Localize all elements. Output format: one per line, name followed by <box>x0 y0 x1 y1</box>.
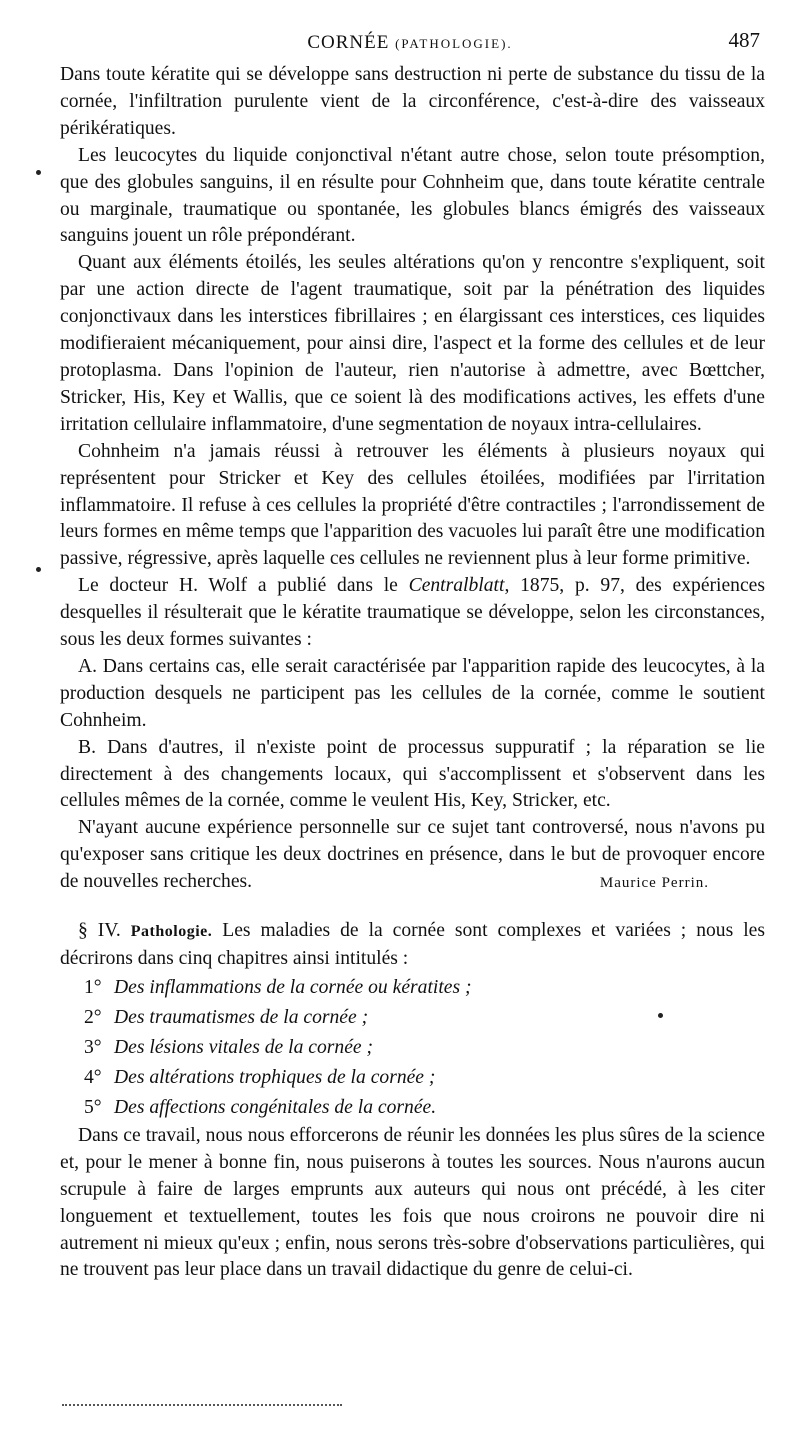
chapter-title: Des altérations trophiques de la cornée ; <box>114 1066 436 1088</box>
running-title-main: CORNÉE <box>307 32 390 53</box>
author-signature: Maurice Perrin. <box>599 875 709 892</box>
final-paragraph: Dans ce travail, nous nous efforcerons de réunir les données les plus sûres de la science et, pour le mener à bonne fin, nous puiserons à toutes les sources. Nous n'aurons aucun scrupule à faire de larges emprunts aux auteurs qui nous ont précédé, à les citer longuement et textuellement, toutes les fois que nous croirons ne pouvoir dire ni autrement ni mieux qu'eux ; enfin, nous serons très-sobre d'observations particulières, qui ne trouvent pas leur place dans un travail didactique du genre de celui-ci. <box>60 1124 765 1281</box>
footer-dotted-rule <box>62 1404 342 1406</box>
wolf-before: Le docteur H. Wolf a publié dans le <box>78 575 409 597</box>
section-label: Pathologie. <box>130 923 213 941</box>
running-title-sub: (PATHOLOGIE). <box>395 36 513 51</box>
margin-speck <box>36 567 41 572</box>
chapter-item <box>60 1093 765 1123</box>
section-intro: Les maladies de la cornée sont complexes et variées ; nous les décrirons dans cinq chapitres ainsi intitulés : <box>60 920 765 969</box>
paragraph-4: Cohnheim n'a jamais réussi à retrouver les éléments à plusieurs noyaux qui représentent pour Stricker et Key des cellules étoilées, modifiées par l'irritation inflammatoire. Il refuse à ces cellules la propriété d'être contractiles ; l'arrondissement de leurs formes en même temps que l'apparition des vacuoles lui paraît être une modification passive, régressive, après laquelle ces cellules ne reviennent plus à leur forme primitive. <box>60 440 765 570</box>
running-head <box>60 28 760 58</box>
chapter-number: 3° <box>84 1036 102 1058</box>
paragraph-1: Dans toute kératite qui se développe sans destruction ni perte de substance du tissu de la cornée, l'infiltration purulente vient de la circonférence, c'est-à-dire des vaisseaux périkératiques. <box>60 64 765 139</box>
paragraph-2: Les leucocytes du liquide conjonctival n'étant autre chose, selon toute présomption, que des globules sanguins, il en résulte pour Cohnheim que, dans toute kératite centrale ou marginale, traumatique ou spontanée, les globules blancs émigrés des vaisseaux sanguins jouent un rôle prépondérant. <box>60 144 765 247</box>
chapter-title: Des affections congénitales de la cornée. <box>114 1096 437 1118</box>
page-number: 487 <box>728 28 760 52</box>
chapter-number: 1° <box>84 976 102 998</box>
chapter-item <box>60 1063 765 1093</box>
section-number: § IV. <box>78 920 121 942</box>
paragraph-wolf <box>60 573 765 654</box>
chapter-title: Des lésions vitales de la cornée ; <box>114 1036 374 1058</box>
body-text <box>60 62 765 1284</box>
section-gap <box>60 896 765 918</box>
section-heading-paragraph <box>60 918 765 973</box>
paragraph-3: Quant aux éléments étoilés, les seules altérations qu'on y rencontre s'expliquent, soit par une action directe de l'agent traumatique, soit par la pénétration des liquides conjonctivaux dans les interstices fibrillaires ; en élargissant ces interstices, ces liquides modifieraient mécaniquement, pour ainsi dire, l'aspect et la forme des cellules et de leur protoplasma. Dans l'opinion de l'auteur, rien n'autorise à admettre, avec Bœttcher, Stricker, His, Key et Wallis, que ce soient là des modifications actives, les effets d'une irritation cellulaire inflammatoire, d'une segmentation de noyaux intra-cellulaires. <box>60 252 765 435</box>
form-b: B. Dans d'autres, il n'existe point de processus suppuratif ; la réparation se lie directement à des changements locaux, qui s'accomplissent et s'observent dans les cellules mêmes de la cornée, comme le veulent His, Key, Stricker, etc. <box>60 736 765 812</box>
chapter-item <box>60 1033 765 1063</box>
chapter-list <box>60 973 765 1123</box>
closing-paragraph: N'ayant aucune expérience personnelle sur ce sujet tant controversé, nous n'avons pu qu'exposer sans critique les deux doctrines en présence, dans le but de provoquer encore de nouvelles recherches. <box>60 817 765 893</box>
margin-speck <box>658 1013 663 1018</box>
wolf-journal: Centralblatt <box>408 575 505 597</box>
chapter-title: Des inflammations de la cornée ou kératites ; <box>114 976 472 998</box>
chapter-item <box>60 973 765 1003</box>
running-title <box>60 32 760 54</box>
chapter-number: 2° <box>84 1006 102 1028</box>
chapter-number: 4° <box>84 1066 102 1088</box>
chapter-title: Des traumatismes de la cornée ; <box>114 1006 369 1028</box>
form-a: A. Dans certains cas, elle serait caractérisée par l'apparition rapide des leucocytes, à la production desquels ne participent pas les cellules de la cornée, comme le soutient Cohnheim. <box>60 655 765 731</box>
chapter-number: 5° <box>84 1096 102 1118</box>
wolf-after: , 1875, p. 97, des expériences desquelles il résulterait que le kératite traumatique se développe, selon les circonstances, sous les deux formes suivantes : <box>60 575 765 651</box>
margin-speck <box>36 170 41 175</box>
